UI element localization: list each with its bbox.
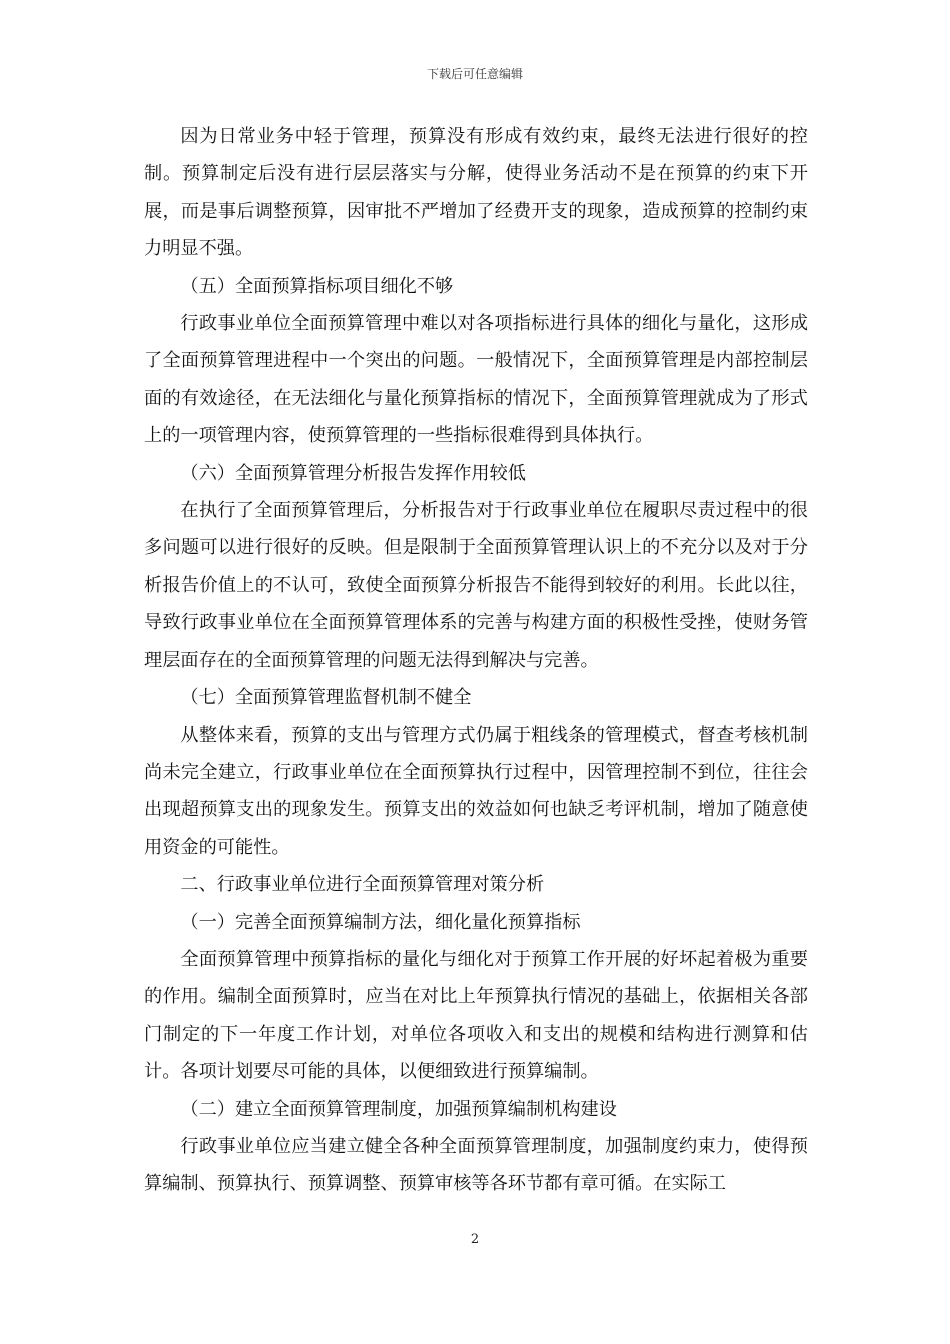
body-paragraph: 在执行了全面预算管理后，分析报告对于行政事业单位在履职尽责过程中的很多问题可以进行很好的反映。但是限制于全面预算管理认识上的不充分以及对于分析报告价值上的不认可，致使全面预算分析报告不能得到较好的利用。长此以往，导致行政事业单位在全面预算管理体系的完善与构建方面的积极性受挫，使财务管理层面存在的全面预算管理的问题无法得到解决与完善。 — [144, 500, 808, 671]
body-paragraph: 从整体来看，预算的支出与管理方式仍属于粗线条的管理模式，督查考核机制尚未完全建立，行政事业单位在全面预算执行过程中，因管理控制不到位，往往会出现超预算支出的现象发生。预算支出的效益如何也缺乏考评机制，增加了随意使用资金的可能性。 — [144, 724, 808, 858]
body-paragraph: 因为日常业务中轻于管理，预算没有形成有效约束，最终无法进行很好的控制。预算制定后没有进行层层落实与分解，使得业务活动不是在预算的约束下开展，而是事后调整预算，因审批不严增加了经费开支的现象，造成预算的控制约束力明显不强。 — [144, 126, 808, 260]
document-body — [144, 118, 808, 1203]
page-header: 下载后可任意编辑 — [426, 67, 523, 81]
section-heading: （六）全面预算管理分析报告发挥作用较低 — [180, 462, 526, 484]
chapter-heading: 二、行政事业单位进行全面预算管理对策分析 — [180, 874, 545, 896]
section-heading: （二）建立全面预算管理制度，加强预算编制机构建设 — [180, 1098, 617, 1120]
page-number: 2 — [470, 1232, 480, 1247]
section-heading: （五）全面预算指标项目细化不够 — [180, 275, 454, 297]
body-paragraph: 行政事业单位应当建立健全各种全面预算管理制度，加强制度约束力，使得预算编制、预算执行、预算调整、预算审核等各环节都有章可循。在实际工 — [144, 1135, 808, 1195]
body-paragraph: 行政事业单位全面预算管理中难以对各项指标进行具体的细化与量化，这形成了全面预算管理进程中一个突出的问题。一般情况下，全面预算管理是内部控制层面的有效途径，在无法细化与量化预算指标的情况下，全面预算管理就成为了形式上的一项管理内容，使预算管理的一些指标很难得到具体执行。 — [144, 313, 808, 447]
body-paragraph: 全面预算管理中预算指标的量化与细化对于预算工作开展的好坏起着极为重要的作用。编制全面预算时，应当在对比上年预算执行情况的基础上，依据相关各部门制定的下一年度工作计划，对单位各项收入和支出的规模和结构进行测算和估计。各项计划要尽可能的具体，以便细致进行预算编制。 — [144, 948, 808, 1083]
section-heading: （七）全面预算管理监督机制不健全 — [180, 687, 472, 709]
section-heading: （一）完善全面预算编制方法，细化量化预算指标 — [180, 911, 581, 933]
